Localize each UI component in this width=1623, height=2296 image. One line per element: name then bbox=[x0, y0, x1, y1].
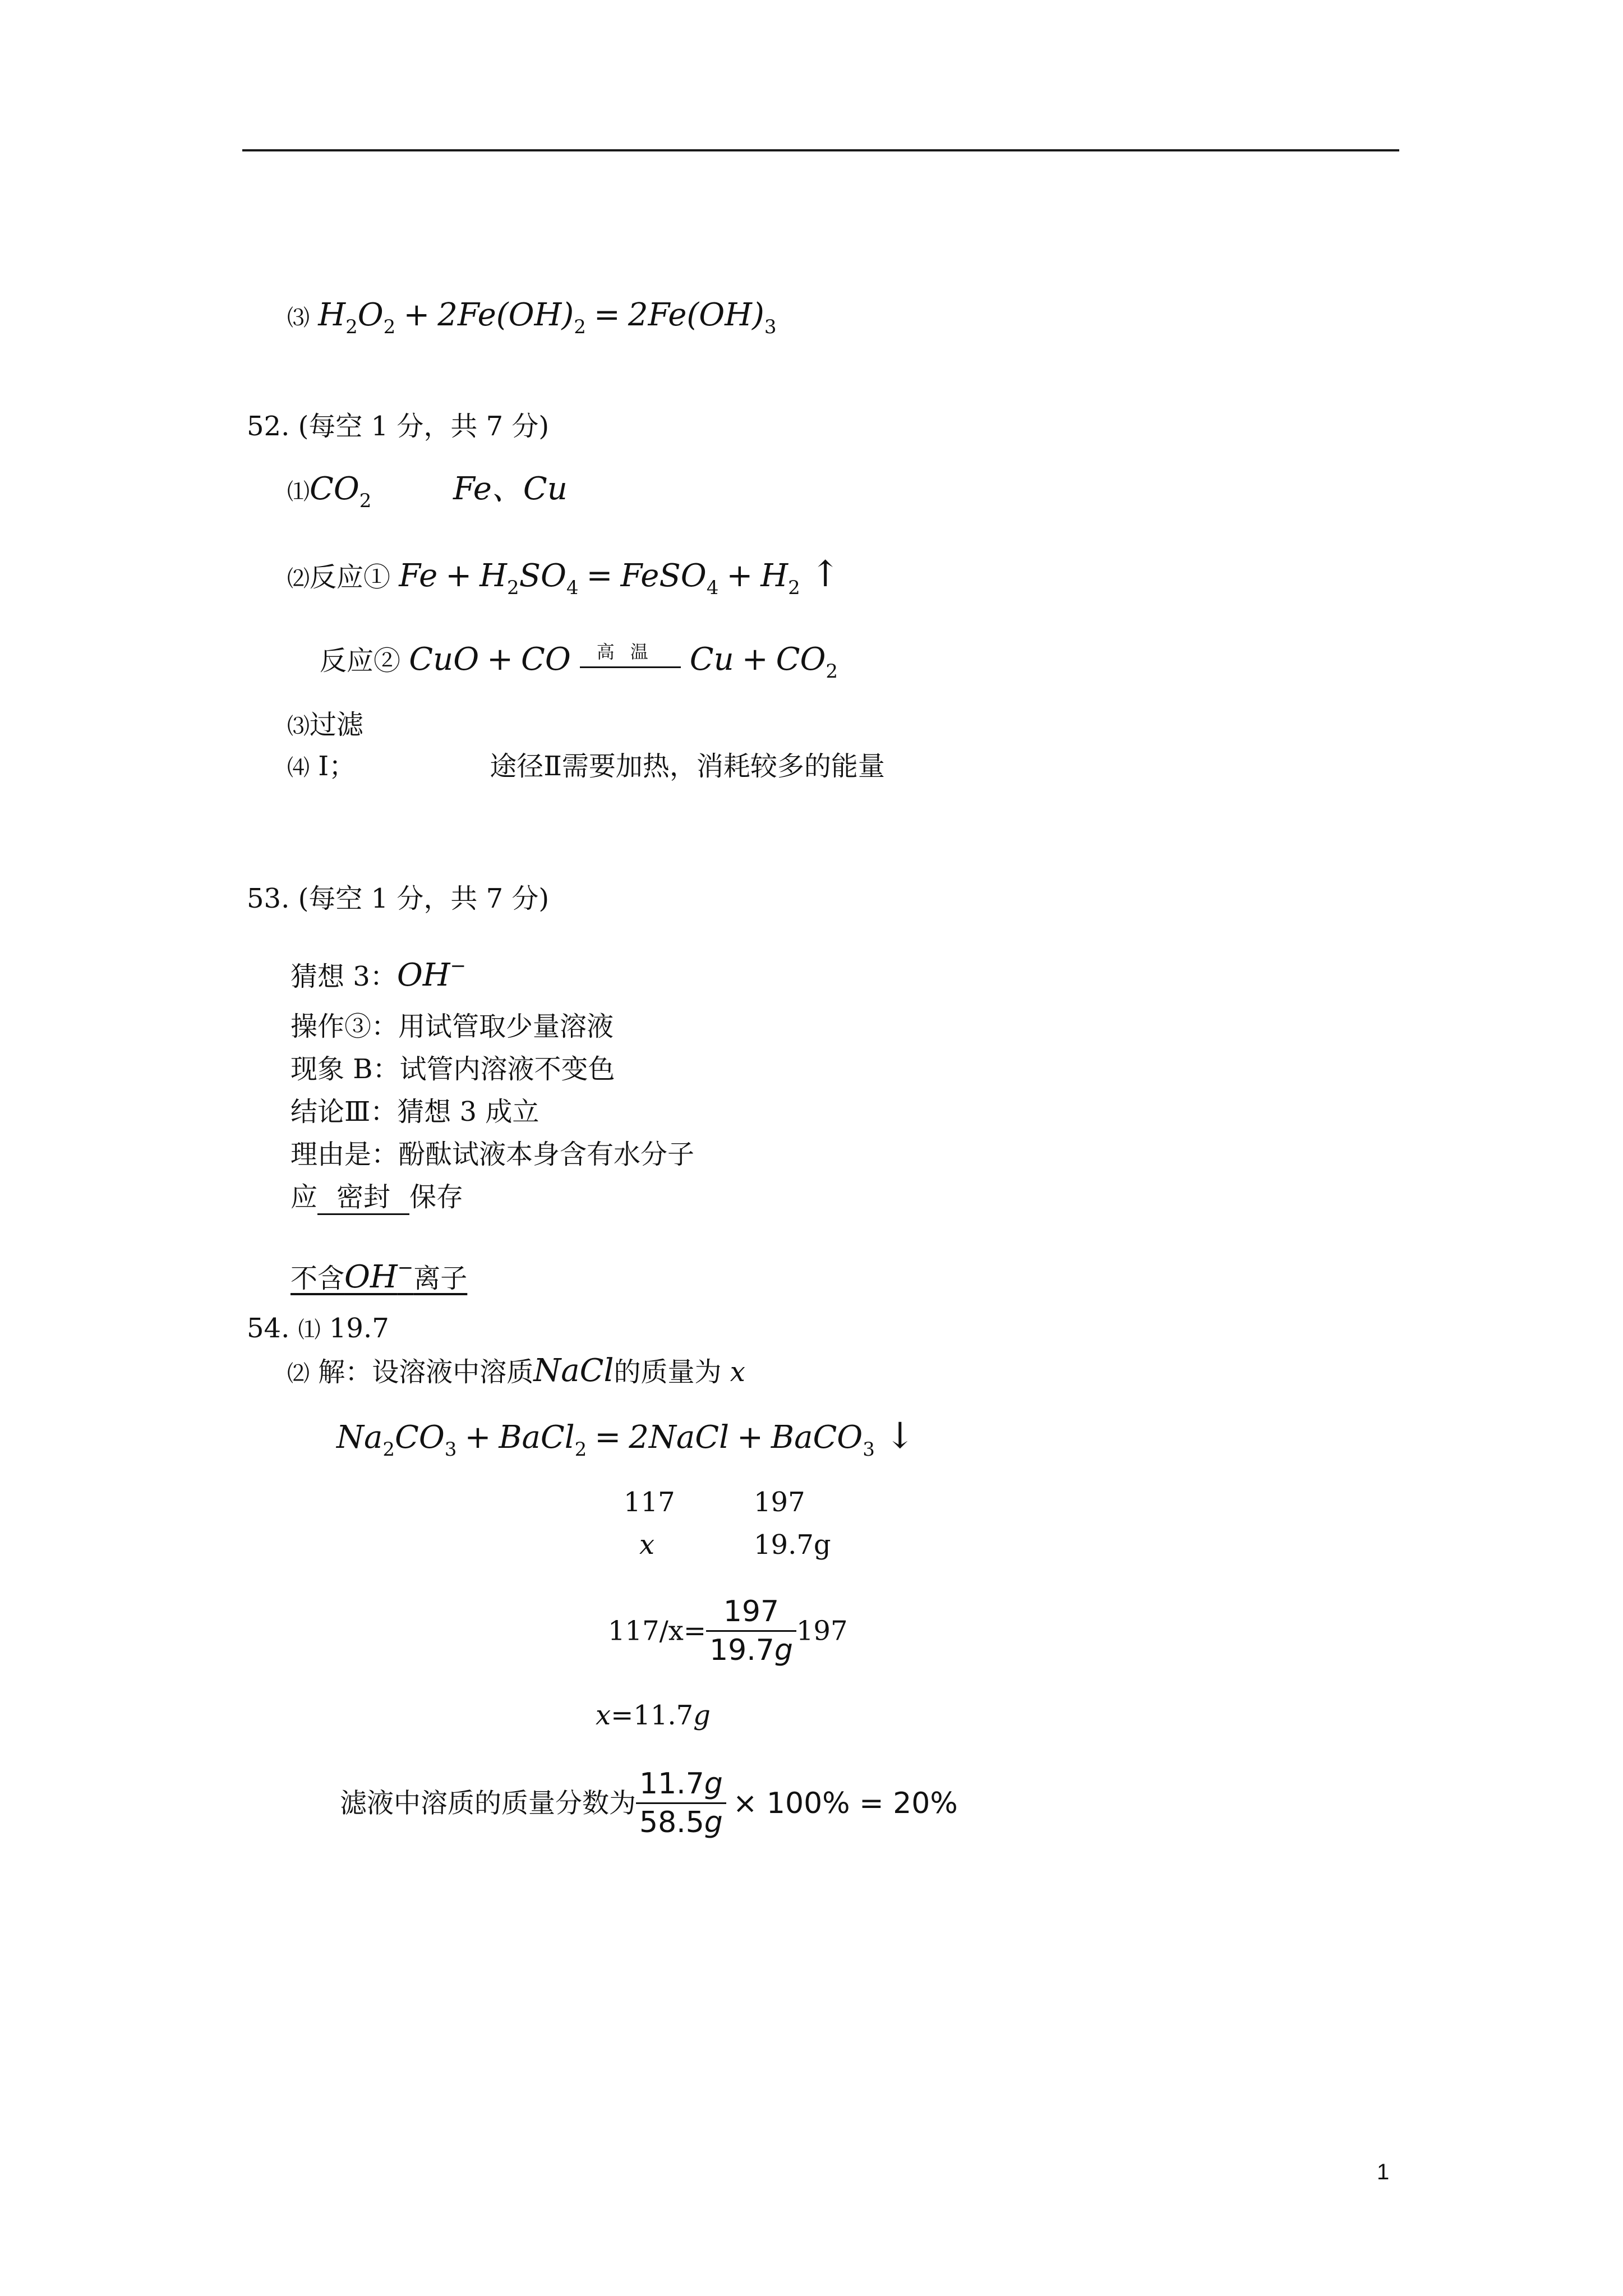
q53-header: 53. (每空 1 分，共 7 分) bbox=[247, 883, 550, 914]
q52-part2-reaction2: 反应② CuO + CO 高温 $Cu + CO_2$ bbox=[320, 641, 838, 683]
page-number: 1 bbox=[1377, 2160, 1390, 2184]
q52-part2-reaction1: ⑵反应① $Fe + H_2SO_4$ = FeSO$_4$ + $H_2$ ↑ bbox=[287, 554, 841, 599]
q52-header: 52. (每空 1 分，共 7 分) bbox=[247, 411, 550, 442]
q54-proportion: 117/x= $\frac{197}{19.7g}$ 197 bbox=[608, 1590, 848, 1671]
mass-ratio-a2: x bbox=[639, 1529, 655, 1561]
q53-line: 现象 B：试管内溶液不变色 bbox=[291, 1053, 615, 1085]
fraction: $\frac{11.7g}{58.5g}$ bbox=[636, 1765, 726, 1841]
q53-line: 操作③：用试管取少量溶液 bbox=[291, 1011, 614, 1042]
mass-ratio-b1: 197 bbox=[754, 1487, 805, 1518]
part-marker: ⑶ bbox=[287, 305, 310, 331]
answer-blank: 密封 bbox=[317, 1181, 409, 1215]
gas-up-arrow-icon: ↑ bbox=[810, 554, 841, 595]
q51-part3 bbox=[287, 298, 776, 344]
q54-part2: ⑵ 解：设溶液中溶质NaCl的质量为 x bbox=[287, 1352, 745, 1389]
q53-conclusion: 不含OH−离子 bbox=[291, 1257, 468, 1295]
equation-q51: $H_2O_2 + 2Fe(OH)_2 = 2Fe(OH)_3$ bbox=[318, 297, 777, 338]
q52-part3: ⑶过滤 bbox=[287, 709, 364, 740]
precipitate-down-arrow-icon: ↓ bbox=[884, 1415, 915, 1457]
mass-ratio-b2: 19.7g bbox=[754, 1529, 831, 1561]
q54-result: x=11.7g bbox=[596, 1700, 711, 1731]
equation-reaction2: CuO + CO 高温 $Cu + CO_2$ bbox=[409, 641, 838, 683]
q53-guess3: 猜想 3：OH− bbox=[291, 955, 467, 993]
q54-part1: 54. ⑴ 19.7 bbox=[247, 1313, 389, 1344]
header-rule bbox=[242, 149, 1399, 151]
q53-store: 应 密封 保存 bbox=[291, 1180, 463, 1215]
equation-reaction1: $Fe + H_2SO_4$ = FeSO$_4$ + $H_2$ ↑ bbox=[399, 554, 841, 599]
q54-final: 滤液中溶质的质量分数为 $\frac{11.7g}{58.5g}$ × 100% = 20% bbox=[340, 1759, 958, 1846]
q52-part4: ⑷ Ⅰ； 途径Ⅱ需要加热，消耗较多的能量 bbox=[287, 751, 885, 782]
q53-line: 结论Ⅲ：猜想 3 成立 bbox=[291, 1096, 540, 1128]
q54-equation: $Na_2CO_3$ + BaCl$_2$ = 2NaCl + BaCO$_3$ ↓ bbox=[336, 1415, 915, 1461]
reaction-condition: 高温 bbox=[580, 645, 681, 679]
mass-ratio-a1: 117 bbox=[624, 1487, 675, 1518]
q53-line: 理由是：酚酞试液本身含有水分子 bbox=[291, 1139, 695, 1170]
q52-part1: $⑴CO_2$ Fe、Cu bbox=[287, 471, 568, 512]
fraction: $\frac{197}{19.7g}$ bbox=[706, 1593, 796, 1669]
